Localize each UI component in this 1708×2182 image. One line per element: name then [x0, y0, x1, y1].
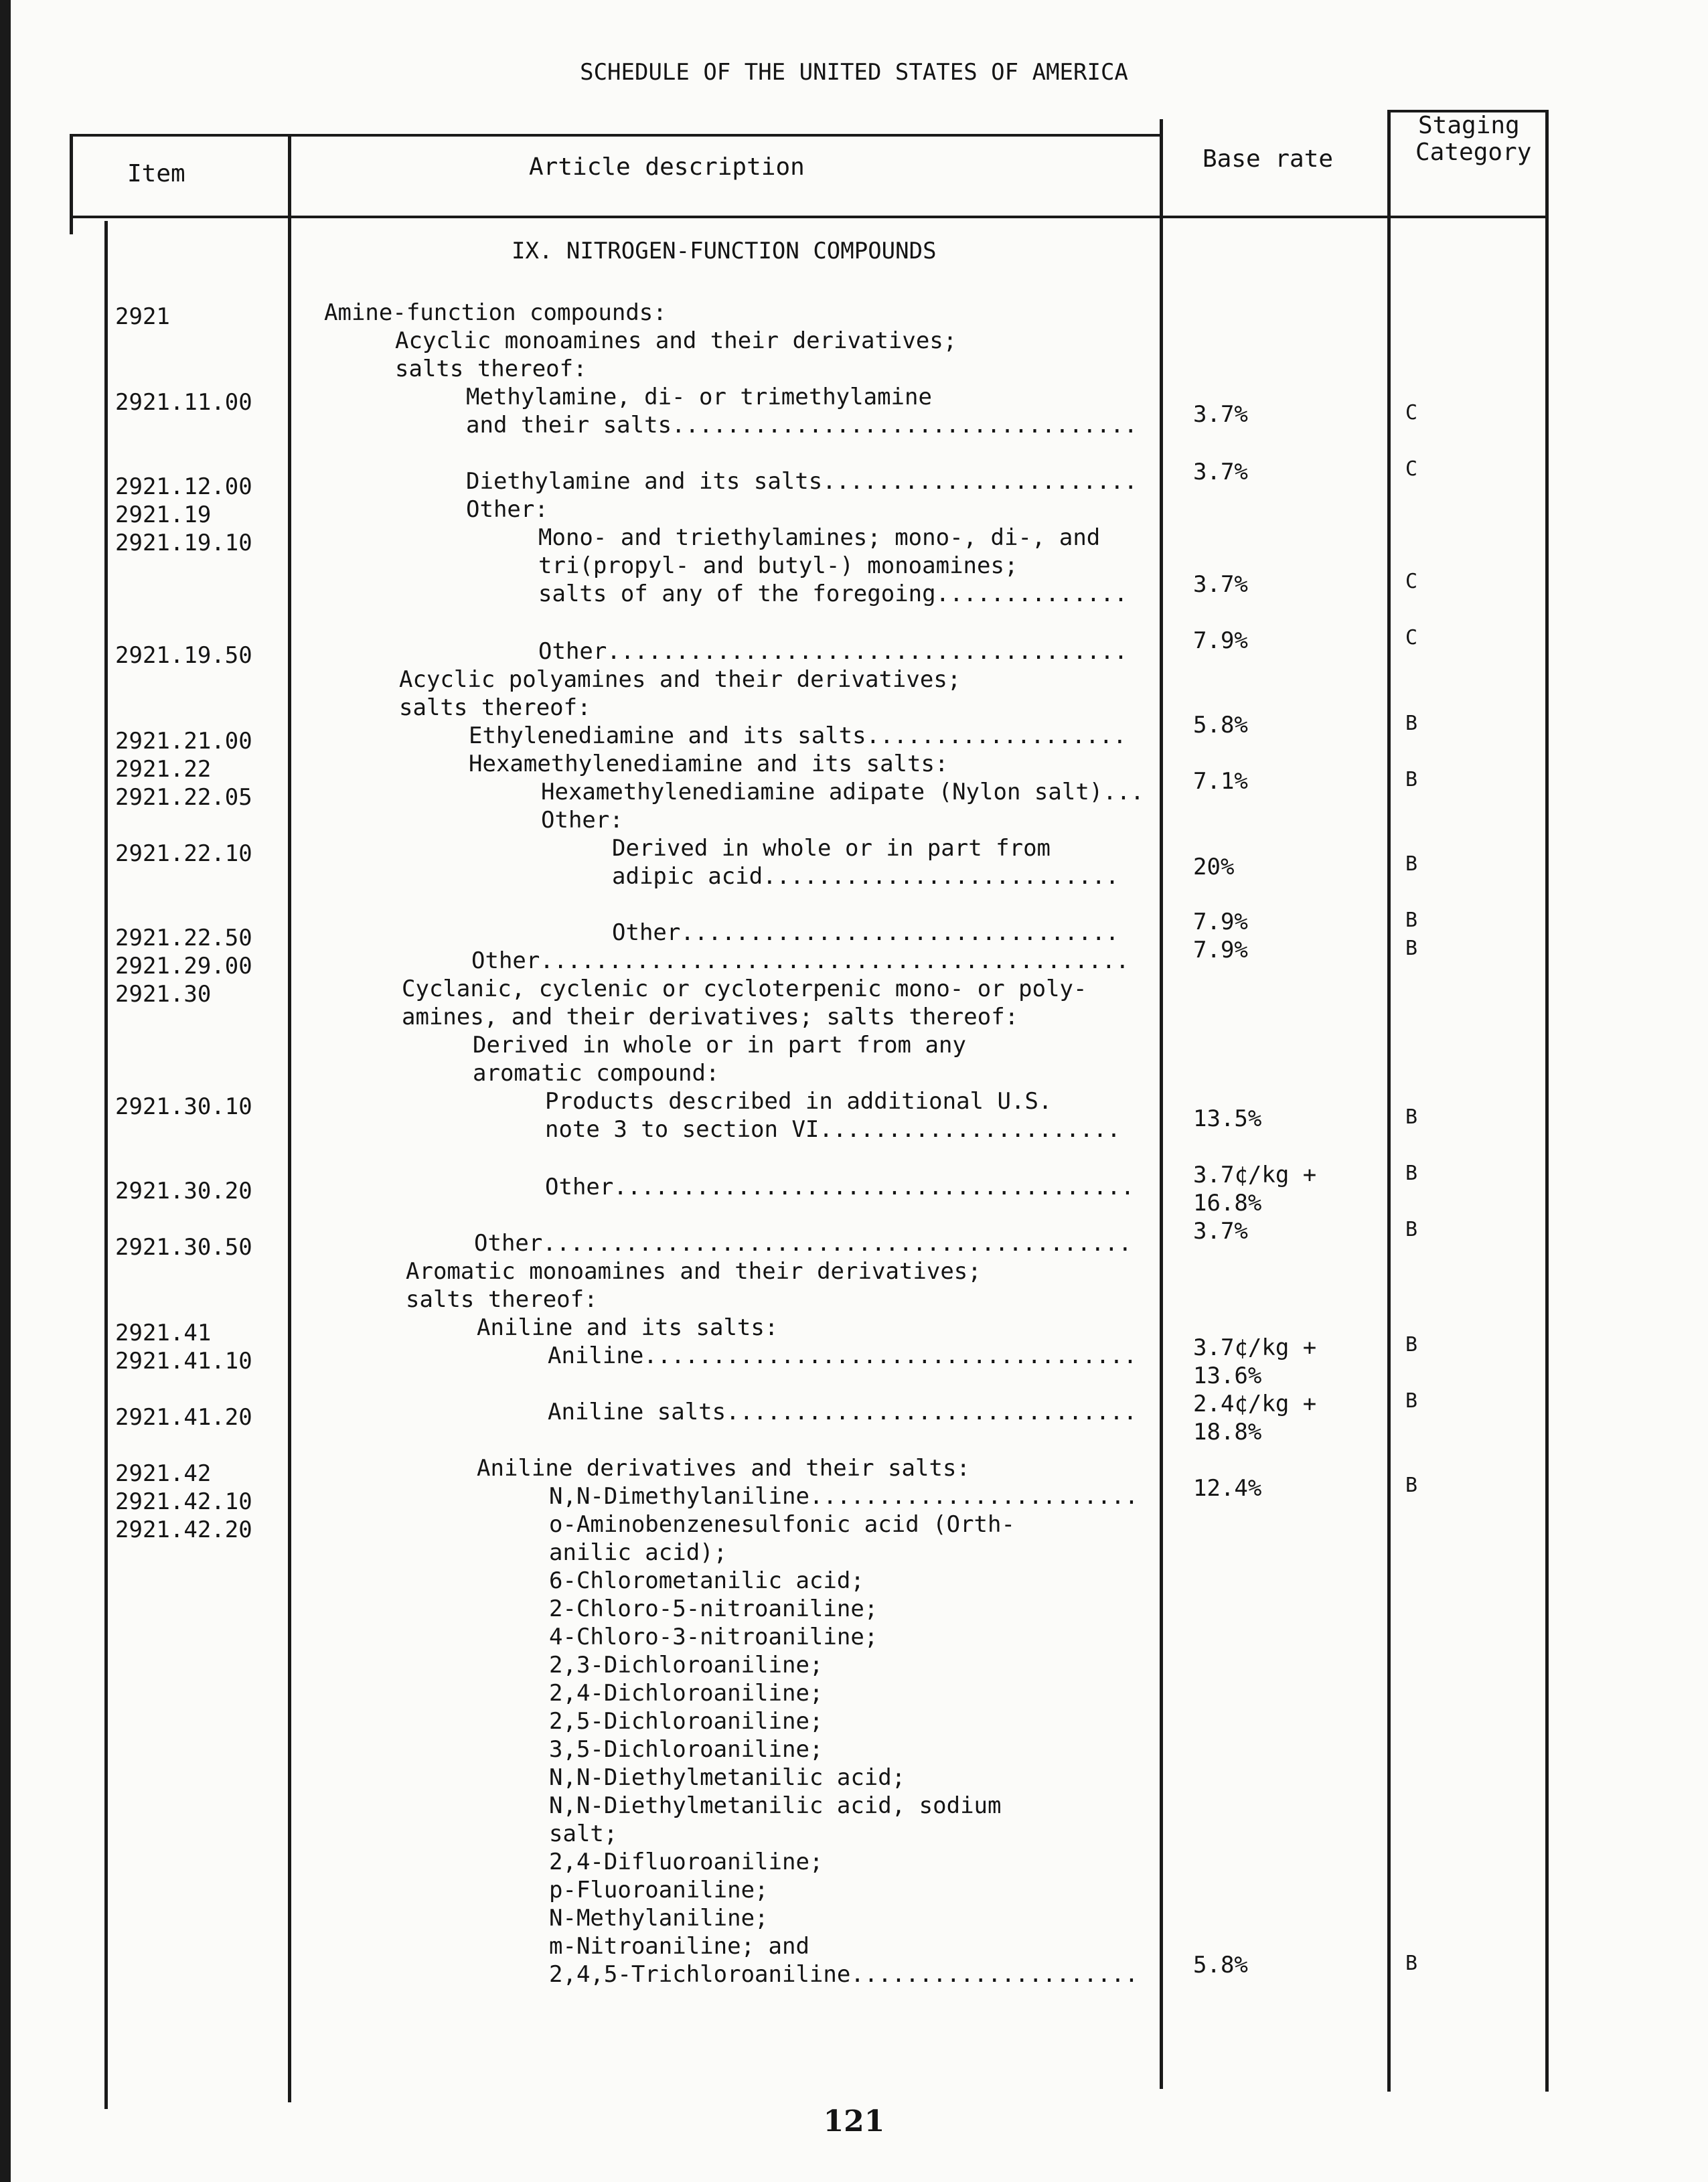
- base-rate: 5.8%: [1193, 1952, 1248, 1978]
- item-code: 2921.19.10: [115, 530, 252, 556]
- base-rate: 3.7%: [1193, 571, 1248, 598]
- header-base-rate: Base rate: [1202, 145, 1334, 173]
- staging-category: B: [1405, 937, 1418, 960]
- article-description: Other......................................: [545, 1174, 1135, 1200]
- article-description: 3,5-Dichloroaniline;: [549, 1736, 824, 1763]
- staging-category: B: [1405, 712, 1418, 735]
- item-code: 2921.22.05: [115, 784, 252, 811]
- item-code: 2921.30: [115, 981, 212, 1008]
- base-rate: 3.7¢/kg +: [1193, 1162, 1317, 1188]
- article-description: amines, and their derivatives; salts thereof:: [402, 1004, 1019, 1030]
- page-number: 121: [823, 2104, 885, 2138]
- staging-category: B: [1405, 1474, 1418, 1497]
- column-rule-left: [70, 134, 73, 234]
- article-description: Derived in whole or in part from any: [473, 1032, 966, 1059]
- article-description: Other...........................................: [474, 1230, 1132, 1257]
- base-rate: 12.4%: [1193, 1475, 1262, 1502]
- article-description: Other................................: [612, 919, 1119, 946]
- item-code: 2921.22.50: [115, 925, 252, 951]
- article-description: 2,4-Difluoroaniline;: [549, 1849, 824, 1875]
- column-rule-item-description: [288, 134, 291, 2102]
- article-description: Mono- and triethylamines; mono-, di-, and: [538, 524, 1101, 551]
- article-description: Aniline and its salts:: [477, 1314, 779, 1341]
- item-code: 2921.19: [115, 501, 212, 528]
- article-description: Hexamethylenediamine and its salts:: [469, 751, 949, 777]
- item-code: 2921.22: [115, 756, 212, 783]
- article-description: N-Methylaniline;: [549, 1905, 769, 1932]
- article-description: anilic acid);: [549, 1539, 728, 1566]
- base-rate: 13.5%: [1193, 1105, 1262, 1132]
- item-code: 2921.30.20: [115, 1178, 252, 1204]
- base-rate: 3.7%: [1193, 1218, 1248, 1245]
- item-code: 2921.41.20: [115, 1404, 252, 1431]
- item-code: 2921.41.10: [115, 1348, 252, 1375]
- base-rate: 16.8%: [1193, 1190, 1262, 1217]
- header-item: Item: [127, 160, 185, 187]
- header-staging-category-line2: Category: [1415, 139, 1532, 166]
- item-code: 2921: [115, 303, 170, 330]
- article-description: Methylamine, di- or trimethylamine: [466, 384, 932, 410]
- article-description: o-Aminobenzenesulfonic acid (Orth-: [549, 1511, 1015, 1538]
- article-description: 2,4-Dichloroaniline;: [549, 1680, 824, 1707]
- item-code: 2921.42.10: [115, 1488, 252, 1515]
- article-description: salts thereof:: [399, 694, 591, 721]
- column-rule-description-rate: [1160, 119, 1163, 2089]
- article-description: m-Nitroaniline; and: [549, 1933, 809, 1960]
- article-description: N,N-Diethylmetanilic acid;: [549, 1764, 906, 1791]
- column-rule-left-body: [104, 221, 108, 2109]
- article-description: Diethylamine and its salts.......................: [466, 468, 1138, 495]
- article-description: Aromatic monoamines and their derivatives;: [406, 1258, 982, 1285]
- header-bottom-rule: [70, 216, 1548, 218]
- base-rate: 7.9%: [1193, 937, 1248, 963]
- article-description: Products described in additional U.S.: [545, 1088, 1053, 1115]
- item-code: 2921.42: [115, 1460, 212, 1487]
- item-code: 2921.22.10: [115, 840, 252, 867]
- staging-category: C: [1405, 626, 1418, 649]
- staging-category: B: [1405, 1218, 1418, 1241]
- header-article-description: Article description: [529, 153, 805, 181]
- article-description: 4-Chloro-3-nitroaniline;: [549, 1624, 878, 1650]
- item-code: 2921.21.00: [115, 728, 252, 755]
- header-staging-category-line1: Staging: [1418, 112, 1520, 139]
- article-description: Other...........................................: [471, 947, 1130, 974]
- table-top-rule: [70, 134, 1160, 137]
- article-description: N,N-Dimethylaniline........................: [549, 1483, 1139, 1510]
- staging-category: C: [1405, 401, 1418, 424]
- page-title: SCHEDULE OF THE UNITED STATES OF AMERICA: [580, 59, 1128, 86]
- base-rate: 13.6%: [1193, 1362, 1262, 1389]
- base-rate: 3.7%: [1193, 459, 1248, 485]
- article-description: Ethylenediamine and its salts...................: [469, 722, 1127, 749]
- article-description: and their salts..................................: [466, 412, 1138, 439]
- base-rate: 7.1%: [1193, 768, 1248, 795]
- article-description: Derived in whole or in part from: [612, 835, 1051, 862]
- article-description: Hexamethylenediamine adipate (Nylon salt)...: [541, 779, 1144, 805]
- staging-category: B: [1405, 1389, 1418, 1413]
- article-description: p-Fluoroaniline;: [549, 1877, 769, 1903]
- base-rate: 7.9%: [1193, 909, 1248, 935]
- article-description: 2,3-Dichloroaniline;: [549, 1652, 824, 1679]
- base-rate: 7.9%: [1193, 627, 1248, 654]
- article-description: Acyclic monoamines and their derivatives;: [395, 327, 957, 354]
- article-description: Aniline derivatives and their salts:: [477, 1455, 970, 1482]
- article-description: adipic acid..........................: [612, 863, 1119, 890]
- staging-category: B: [1405, 909, 1418, 932]
- page-edge-shadow: [0, 0, 11, 2182]
- article-description: Acyclic polyamines and their derivatives;: [399, 666, 961, 693]
- base-rate: 5.8%: [1193, 712, 1248, 738]
- item-code: 2921.41: [115, 1320, 212, 1346]
- article-description: tri(propyl- and butyl-) monoamines;: [538, 552, 1018, 579]
- article-description: N,N-Diethylmetanilic acid, sodium: [549, 1792, 1002, 1819]
- base-rate: 3.7¢/kg +: [1193, 1334, 1317, 1361]
- staging-category: C: [1405, 457, 1418, 481]
- article-description: Other:: [541, 807, 623, 834]
- staging-category: B: [1405, 768, 1418, 791]
- article-description: 2,4,5-Trichloroaniline.....................: [549, 1961, 1139, 1988]
- article-description: Cyclanic, cyclenic or cycloterpenic mono- or poly-: [402, 976, 1087, 1002]
- item-code: 2921.30.10: [115, 1093, 252, 1120]
- column-rule-right: [1545, 110, 1549, 2092]
- base-rate: 2.4¢/kg +: [1193, 1391, 1317, 1417]
- article-description: Other:: [466, 496, 548, 523]
- article-description: Other......................................: [538, 638, 1128, 665]
- item-code: 2921.12.00: [115, 473, 252, 500]
- article-description: note 3 to section VI......................: [545, 1116, 1121, 1143]
- item-code: 2921.29.00: [115, 953, 252, 980]
- staging-category: B: [1405, 1162, 1418, 1185]
- article-description: salt;: [549, 1820, 618, 1847]
- base-rate: 3.7%: [1193, 401, 1248, 428]
- article-description: salts thereof:: [395, 356, 587, 382]
- staging-category: C: [1405, 570, 1418, 593]
- article-description: Amine-function compounds:: [324, 299, 667, 326]
- item-code: 2921.11.00: [115, 389, 252, 416]
- article-description: Aniline....................................: [548, 1342, 1138, 1369]
- base-rate: 20%: [1193, 854, 1235, 880]
- article-description: salts thereof:: [406, 1286, 598, 1313]
- item-code: 2921.30.50: [115, 1234, 252, 1261]
- staging-category: B: [1405, 1952, 1418, 1975]
- staging-category: B: [1405, 852, 1418, 876]
- article-description: salts of any of the foregoing..............: [538, 580, 1128, 607]
- staging-category: B: [1405, 1105, 1418, 1129]
- base-rate: 18.8%: [1193, 1419, 1262, 1446]
- item-code: 2921.42.20: [115, 1516, 252, 1543]
- article-description: Aniline salts..............................: [548, 1399, 1138, 1425]
- article-description: 2-Chloro-5-nitroaniline;: [549, 1595, 878, 1622]
- article-description: 2,5-Dichloroaniline;: [549, 1708, 824, 1735]
- article-description: aromatic compound:: [473, 1060, 720, 1087]
- section-heading: IX. NITROGEN-FUNCTION COMPOUNDS: [512, 238, 937, 264]
- staging-category: B: [1405, 1333, 1418, 1356]
- item-code: 2921.19.50: [115, 642, 252, 669]
- article-description: 6-Chlorometanilic acid;: [549, 1567, 864, 1594]
